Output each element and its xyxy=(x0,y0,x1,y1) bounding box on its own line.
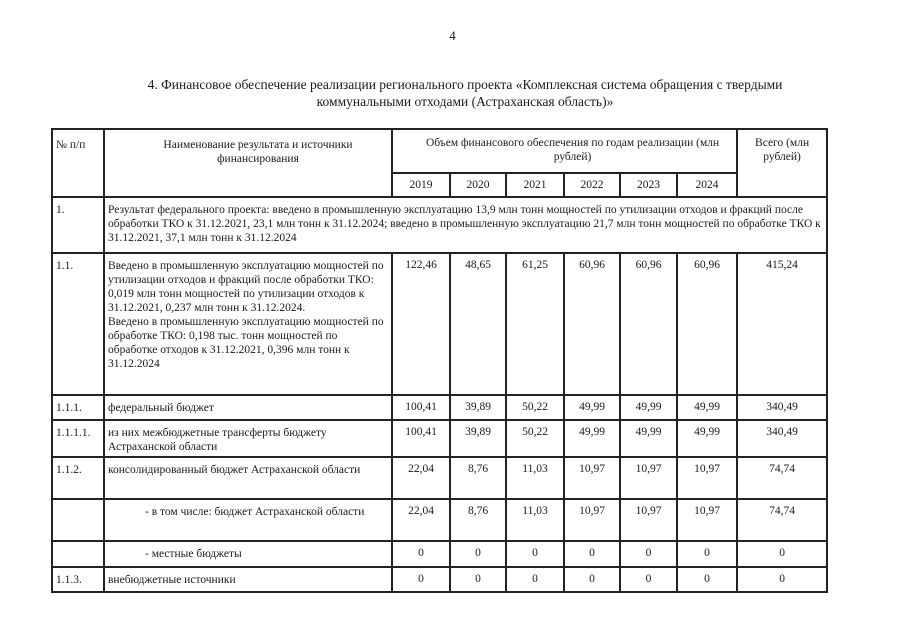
value-cell: 100,41 xyxy=(392,420,450,457)
header-num: № п/п xyxy=(52,129,104,197)
row-num: 1.1.1. xyxy=(52,395,104,420)
table-row xyxy=(52,395,827,420)
value-cell: 49,99 xyxy=(677,395,737,420)
row-num: 1.1.1.1. xyxy=(52,420,104,457)
page-number: 4 xyxy=(449,28,456,43)
row-name xyxy=(104,253,392,395)
value-cell: 10,97 xyxy=(620,457,677,499)
value-cell: 10,97 xyxy=(677,457,737,499)
table-row xyxy=(52,457,827,499)
table-row xyxy=(52,567,827,592)
total-cell: 0 xyxy=(737,541,827,567)
total-cell: 340,49 xyxy=(737,395,827,420)
total-cell: 340,49 xyxy=(737,420,827,457)
value-cell: 0 xyxy=(677,567,737,592)
value-cell: 0 xyxy=(564,567,620,592)
value-cell: 8,76 xyxy=(450,457,506,499)
row-name: консолидированный бюджет Астраханской области xyxy=(104,457,392,499)
value-cell: 61,25 xyxy=(506,253,564,395)
value-cell: 39,89 xyxy=(450,395,506,420)
value-cell: 100,41 xyxy=(392,395,450,420)
value-cell: 49,99 xyxy=(620,395,677,420)
value-cell: 60,96 xyxy=(620,253,677,395)
row-num xyxy=(52,541,104,567)
value-cell: 10,97 xyxy=(564,499,620,541)
year-cell: 2021 xyxy=(506,173,564,197)
value-cell: 49,99 xyxy=(564,420,620,457)
value-cell: 0 xyxy=(564,541,620,567)
value-cell: 0 xyxy=(620,541,677,567)
table-row xyxy=(52,253,827,395)
table-row xyxy=(52,420,827,457)
year-cell: 2019 xyxy=(392,173,450,197)
value-cell: 48,65 xyxy=(450,253,506,395)
value-cell: 0 xyxy=(506,567,564,592)
value-cell: 0 xyxy=(392,567,450,592)
value-cell: 10,97 xyxy=(677,499,737,541)
row-name-part-2: Введено в промышленную эксплуатацию мощностей по обработке ТКО: 0,198 тыс. тонн мощностей по обработке отходов к 31.12.2021, 0,396 млн тонн к 31.12.2024 xyxy=(108,316,384,370)
row-num: 1.1.2. xyxy=(52,457,104,499)
value-cell: 0 xyxy=(506,541,564,567)
value-cell: 0 xyxy=(620,567,677,592)
value-cell: 0 xyxy=(450,541,506,567)
value-cell: 11,03 xyxy=(506,457,564,499)
total-cell: 74,74 xyxy=(737,457,827,499)
value-cell: 60,96 xyxy=(677,253,737,395)
year-cell: 2020 xyxy=(450,173,506,197)
value-cell: 10,97 xyxy=(564,457,620,499)
value-cell: 22,04 xyxy=(392,499,450,541)
section-row xyxy=(52,197,827,253)
row-name: федеральный бюджет xyxy=(104,395,392,420)
section-text: Результат федерального проекта: введено в промышленную эксплуатацию 13,9 млн тонн мощностей по утилизации отходов и фракций после обработки ТКО к 31.12.2021, 23,1 млн тонн к 31.12.2024; введено в промышленную эксплуатацию 21,7 млн тонн мощностей по обработке ТКО к 31.12.2021, 37,1 млн тонн к 31.12.2024 xyxy=(104,197,827,253)
table-row xyxy=(52,499,827,541)
header-name: Наименование результата и источники финансирования xyxy=(104,129,392,197)
value-cell: 0 xyxy=(677,541,737,567)
row-name: внебюджетные источники xyxy=(104,567,392,592)
value-cell: 49,99 xyxy=(564,395,620,420)
value-cell: 11,03 xyxy=(506,499,564,541)
year-cell: 2023 xyxy=(620,173,677,197)
row-num: 1.1. xyxy=(52,253,104,395)
section-num: 1. xyxy=(52,197,104,253)
total-cell: 0 xyxy=(737,567,827,592)
value-cell: 50,22 xyxy=(506,395,564,420)
value-cell: 39,89 xyxy=(450,420,506,457)
total-cell: 415,24 xyxy=(737,253,827,395)
value-cell: 60,96 xyxy=(564,253,620,395)
value-cell: 49,99 xyxy=(620,420,677,457)
value-cell: 0 xyxy=(450,567,506,592)
value-cell: 50,22 xyxy=(506,420,564,457)
row-name-part-1: Введено в промышленную эксплуатацию мощностей по утилизации отходов и фракций после обработки ТКО: 0,019 млн тонн мощностей по утилизации отходов к 31.12.2021, 0,237 млн тонн к 31.12.2024. xyxy=(108,260,384,314)
header-row xyxy=(52,129,827,173)
total-cell: 74,74 xyxy=(737,499,827,541)
row-name: - местные бюджеты xyxy=(104,541,392,567)
finance-table xyxy=(51,128,828,593)
year-cell: 2024 xyxy=(677,173,737,197)
row-num xyxy=(52,499,104,541)
header-total: Всего (млн рублей) xyxy=(737,129,827,197)
row-name: из них межбюджетные трансферты бюджету Астраханской области xyxy=(104,420,392,457)
value-cell: 8,76 xyxy=(450,499,506,541)
value-cell: 122,46 xyxy=(392,253,450,395)
title-line-2: коммунальными отходами (Астраханская область)» xyxy=(316,94,614,109)
table-row xyxy=(52,541,827,567)
title-line-1: 4. Финансовое обеспечение реализации регионального проекта «Комплексная система обращения с твердыми xyxy=(147,77,783,92)
value-cell: 10,97 xyxy=(620,499,677,541)
year-cell: 2022 xyxy=(564,173,620,197)
section-title xyxy=(95,76,835,110)
value-cell: 0 xyxy=(392,541,450,567)
value-cell: 22,04 xyxy=(392,457,450,499)
row-name: - в том числе: бюджет Астраханской области xyxy=(104,499,392,541)
row-num: 1.1.3. xyxy=(52,567,104,592)
value-cell: 49,99 xyxy=(677,420,737,457)
header-volume: Объем финансового обеспечения по годам реализации (млн рублей) xyxy=(392,129,737,173)
